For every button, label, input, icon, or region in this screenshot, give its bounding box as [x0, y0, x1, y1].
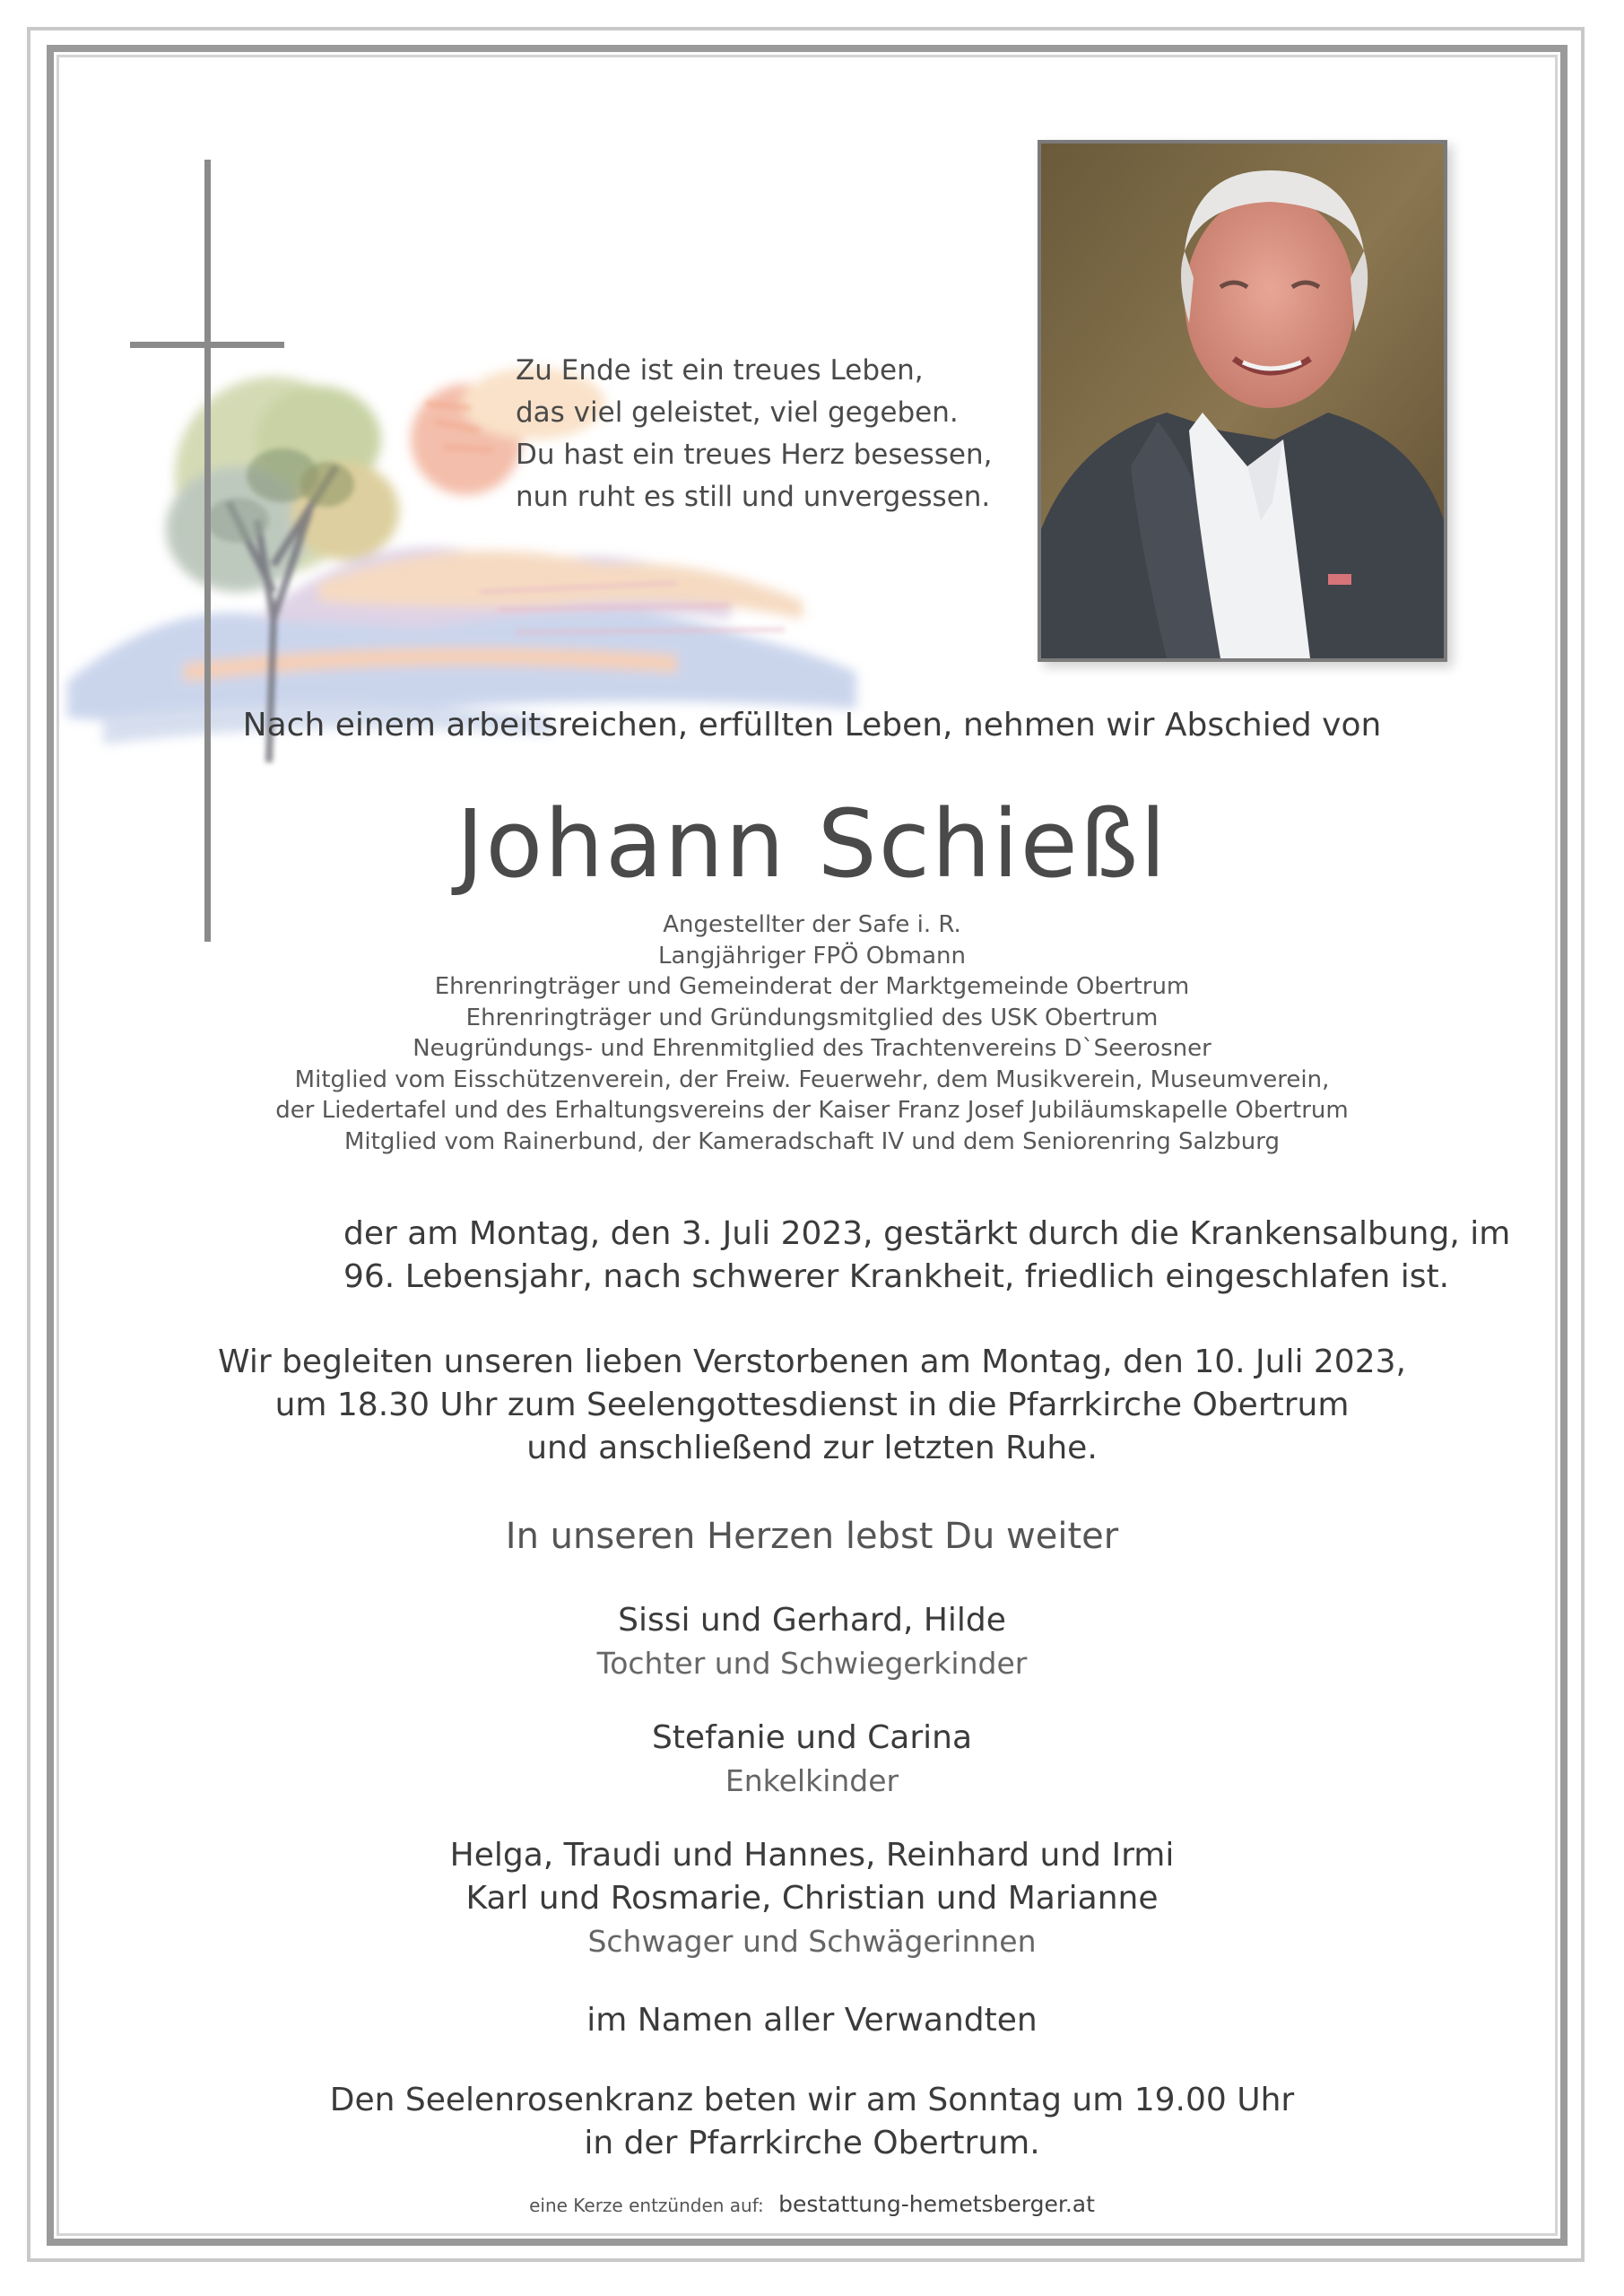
mourner-names: Helga, Traudi und Hannes, Reinhard und Irmi: [449, 1837, 1175, 1874]
website-link[interactable]: bestattung-hemetsberger.at: [778, 2191, 1095, 2217]
poem-line: Zu Ende ist ein treues Leben,: [516, 354, 924, 387]
title-line: Neugründungs- und Ehrenmitglied des Trachtenvereins D`Seerosner: [413, 1035, 1211, 1062]
death-notice-line: 96. Lebensjahr, nach schwerer Krankheit, friedlich eingeschlafen ist.: [343, 1258, 1450, 1295]
rosary-line: Den Seelenrosenkranz beten wir am Sonntag um 19.00 Uhr: [329, 2082, 1295, 2118]
title-line: Mitglied vom Rainerbund, der Kameradschaft IV und dem Seniorenring Salzburg: [343, 1127, 1281, 1155]
rosary-info: [0, 2079, 1624, 2165]
title-line: der Liedertafel und des Erhaltungsvereins der Kaiser Franz Josef Jubiläumskapelle Obertrum: [275, 1097, 1349, 1124]
poem-line: das viel geleistet, viel gegeben.: [516, 396, 959, 429]
funeral-line: um 18.30 Uhr zum Seelengottesdienst in die Pfarrkirche Obertrum: [274, 1387, 1350, 1423]
portrait-image: [1041, 144, 1444, 658]
mourner-group: [0, 1599, 1624, 1685]
mourner-role: Tochter und Schwiegerkinder: [596, 1646, 1028, 1681]
rosary-line: in der Pfarrkirche Obertrum.: [584, 2125, 1040, 2161]
portrait-photo: [1038, 140, 1447, 662]
footer-label: eine Kerze entzünden auf:: [529, 2195, 764, 2216]
death-notice-line: der am Montag, den 3. Juli 2023, gestärkt durch die Krankensalbung, im: [343, 1215, 1511, 1252]
mourner-names: Karl und Rosmarie, Christian und Marianne: [465, 1880, 1159, 1917]
mourner-group: [0, 1717, 1624, 1803]
poem-line: nun ruht es still und unvergessen.: [516, 481, 991, 513]
mourner-role: Schwager und Schwägerinnen: [587, 1924, 1037, 1959]
funeral-line: Wir begleiten unseren lieben Verstorbenen am Montag, den 10. Juli 2023,: [218, 1344, 1406, 1380]
title-line: Ehrenringträger und Gemeinderat der Marktgemeinde Obertrum: [434, 973, 1190, 1000]
funeral-line: und anschließend zur letzten Ruhe.: [526, 1430, 1098, 1466]
mourner-group: [0, 1834, 1624, 1963]
relatives-line: im Namen aller Verwandten: [586, 2002, 1038, 2039]
title-line: Ehrenringträger und Gründungsmitglied des USK Obertrum: [465, 1004, 1159, 1031]
mourner-names: Sissi und Gerhard, Hilde: [618, 1602, 1006, 1639]
title-line: Angestellter der Safe i. R.: [663, 911, 961, 938]
funeral-info: [0, 1341, 1624, 1470]
mourner-role: Enkelkinder: [725, 1763, 899, 1798]
poem: [516, 350, 1018, 518]
poem-line: Du hast ein treues Herz besessen,: [516, 439, 993, 471]
honorary-titles: [0, 909, 1624, 1157]
death-notice: [343, 1213, 1511, 1299]
deceased-name: Johann Schießl: [456, 789, 1168, 899]
title-line: Langjähriger FPÖ Obmann: [658, 942, 966, 970]
intro-line: Nach einem arbeitsreichen, erfüllten Leben, nehmen wir Abschied von: [242, 707, 1382, 744]
title-line: Mitglied vom Eisschützenverein, der Freiw. Feuerwehr, dem Musikverein, Museumverein,: [294, 1065, 1330, 1093]
footer: [0, 2191, 1624, 2217]
memory-line: In unseren Herzen lebst Du weiter: [505, 1516, 1119, 1557]
mourner-names: Stefanie und Carina: [651, 1719, 973, 1756]
cross-horizontal-bar: [130, 342, 284, 348]
